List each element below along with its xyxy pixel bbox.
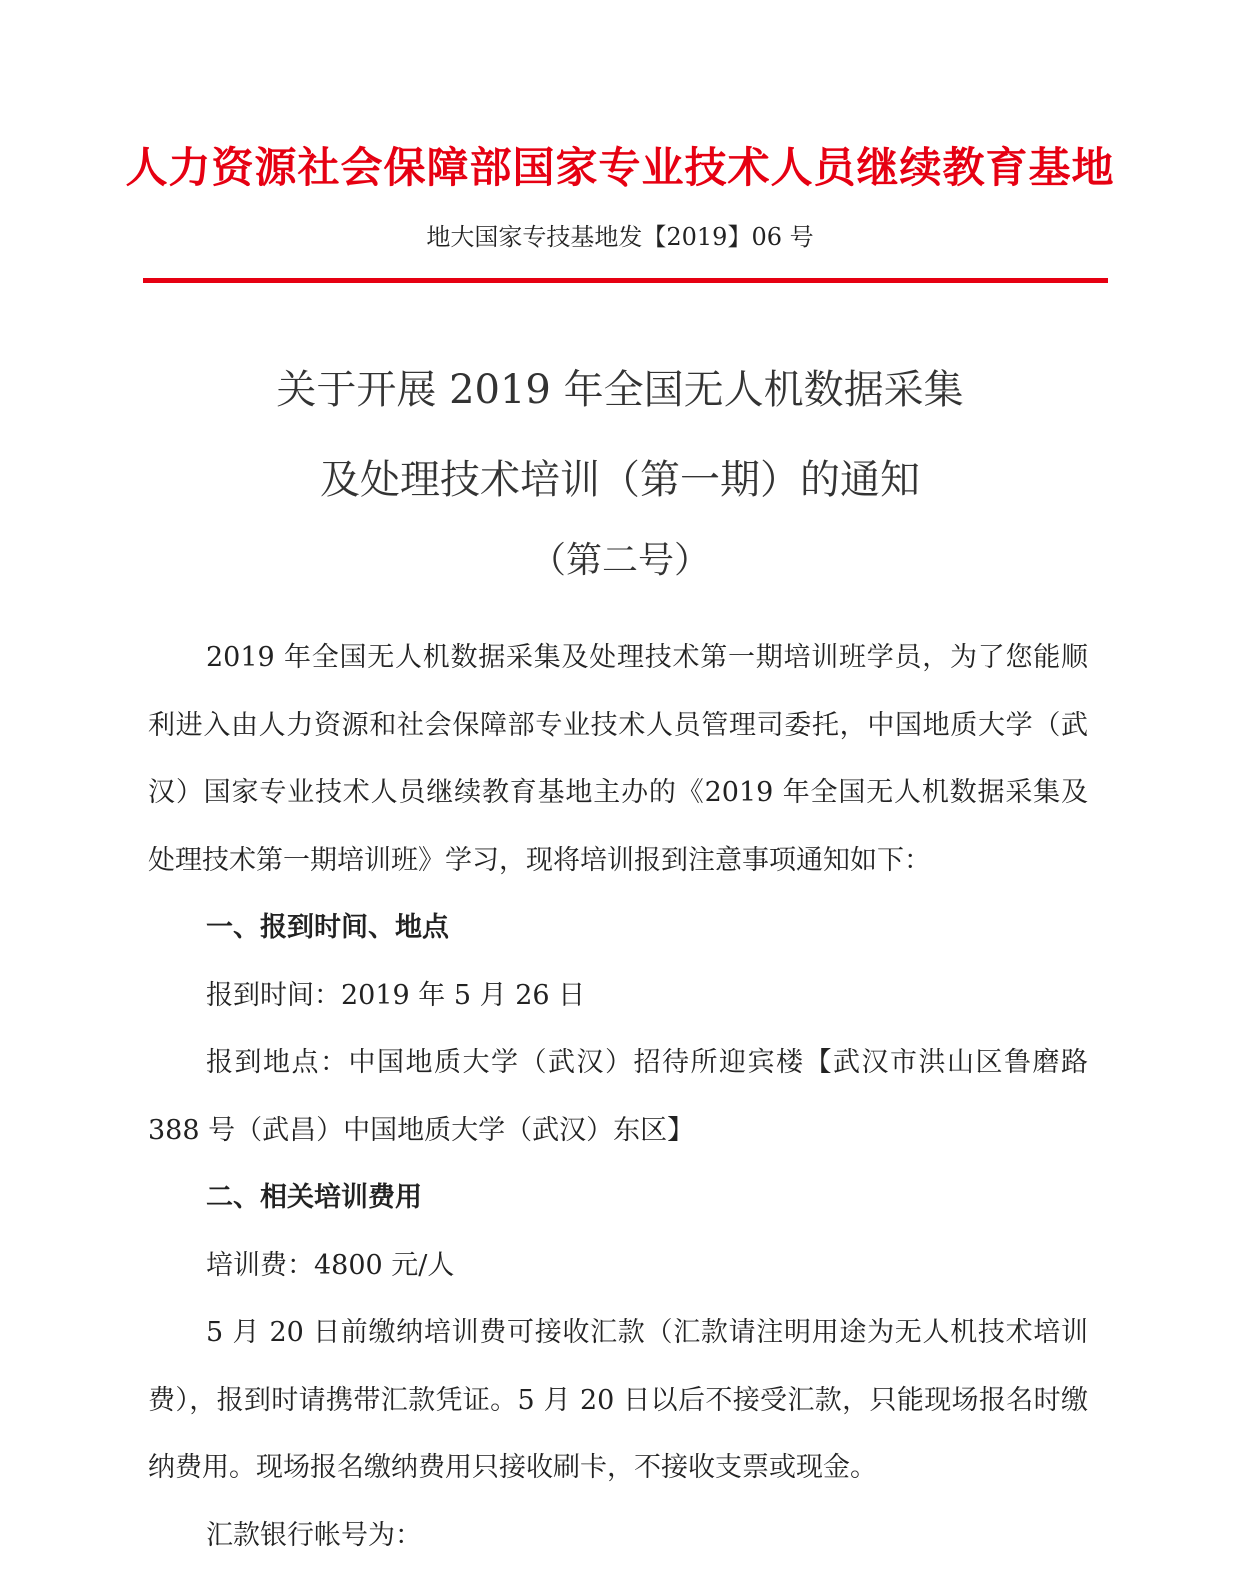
payment-instructions: 5 月 20 日前缴纳培训费可接收汇款（汇款请注明用途为无人机技术培训费），报到时请携带汇款凭证。5 月 20 日以后不接受汇款，只能现场报名时缴纳费用。现场报名缴纳费用只接收刷卡，不接收支票或现金。 bbox=[148, 1299, 1088, 1502]
training-fee: 培训费：4800 元/人 bbox=[148, 1232, 1088, 1300]
report-place: 报到地点：中国地质大学（武汉）招待所迎宾楼【武汉市洪山区鲁磨路 388 号（武昌）中国地质大学（武汉）东区】 bbox=[148, 1029, 1088, 1164]
notice-subtitle: （第二号） bbox=[0, 536, 1240, 586]
bank-account-label: 汇款银行帐号为： bbox=[148, 1502, 1088, 1569]
document-number: 地大国家专技基地发【2019】06 号 bbox=[0, 220, 1240, 254]
section-1-heading: 一、报到时间、地点 bbox=[148, 894, 1088, 962]
notice-title-line-2: 及处理技术培训（第一期）的通知 bbox=[0, 452, 1240, 508]
section-2-heading: 二、相关培训费用 bbox=[148, 1164, 1088, 1232]
report-time: 报到时间：2019 年 5 月 26 日 bbox=[148, 962, 1088, 1030]
document-body bbox=[148, 624, 1088, 1569]
red-divider bbox=[143, 278, 1108, 283]
notice-title-line-1: 关于开展 2019 年全国无人机数据采集 bbox=[0, 362, 1240, 418]
org-title: 人力资源社会保障部国家专业技术人员继续教育基地 bbox=[0, 138, 1240, 198]
intro-paragraph: 2019 年全国无人机数据采集及处理技术第一期培训班学员，为了您能顺利进入由人力资源和社会保障部专业技术人员管理司委托，中国地质大学（武汉）国家专业技术人员继续教育基地主办的《2019 年全国无人机数据采集及处理技术第一期培训班》学习，现将培训报到注意事项通知如下： bbox=[148, 624, 1088, 894]
